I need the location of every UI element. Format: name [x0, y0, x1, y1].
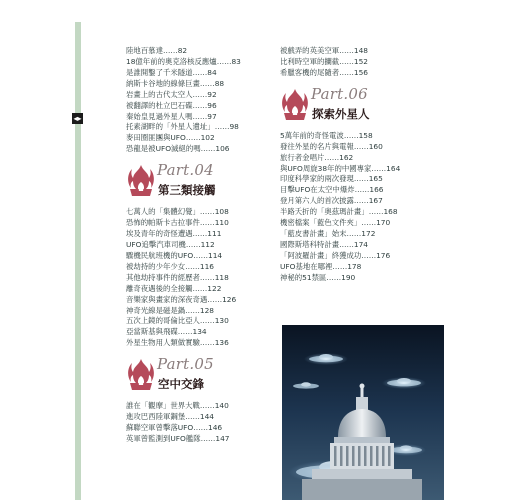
toc-entry[interactable]: 恐龍是被UFO滅絕的嗎……106: [126, 144, 230, 154]
toc-entry[interactable]: 發往外星的名片與電報……160: [280, 141, 383, 151]
page-gutter-mark: ◂▸: [73, 114, 82, 123]
toc-entry[interactable]: 音樂家與畫家的深夜奇遇……126: [126, 294, 237, 304]
part-05-heading: [126, 355, 276, 395]
toc-entry[interactable]: 誰在「觀摩」世界大戰……140: [126, 401, 229, 411]
toc-entry[interactable]: 機密檔案「藍色文件夾」……170: [280, 218, 391, 228]
toc-entry[interactable]: 岩畫上的古代太空人……92: [126, 89, 217, 99]
toc-entry[interactable]: 被戲弄的英美空軍……148: [280, 46, 369, 55]
flame-emblem-icon: [126, 163, 156, 197]
part-06-heading: [280, 85, 440, 125]
toc-entry[interactable]: 比利時空軍的攔截……152: [280, 56, 369, 66]
toc-entry[interactable]: 神秘的51禁區……190: [280, 272, 356, 282]
toc-entry[interactable]: UFO基地在哪裡……178: [280, 261, 362, 271]
toc-entry[interactable]: 希臘客機的尾隨者……156: [280, 67, 369, 77]
toc-entry[interactable]: 旅行者金唱片……162: [280, 152, 354, 162]
toc-entry[interactable]: 五次上鏡的哥倫比亞人……130: [126, 316, 229, 326]
toc-entry[interactable]: 是誰開鑿了千米隧道……84: [126, 67, 217, 77]
toc-entry[interactable]: 亞當斯基與飛碟……134: [126, 327, 207, 337]
toc-entry[interactable]: UFO追擊汽車司機……112: [126, 239, 215, 249]
toc-entry[interactable]: 埃及青年的奇怪遭遇……111: [126, 229, 222, 239]
toc-entry[interactable]: 與UFO周旋38年的中國專家……164: [280, 163, 401, 173]
toc-entry[interactable]: 「藍皮書計畫」始末……172: [280, 229, 376, 239]
toc-entry[interactable]: 秦始皇見過外星人嗎……97: [126, 111, 217, 121]
toc-entry[interactable]: 離奇夜遇後的全接觸……122: [126, 283, 222, 293]
part-number: Part.06: [311, 84, 368, 103]
toc-entry[interactable]: 托素湖畔的「外星人遺址」……98: [126, 122, 239, 132]
toc-entry[interactable]: 目擊UFO在太空中爆炸……166: [280, 185, 384, 195]
part-title: 空中交鋒: [158, 377, 204, 392]
toc-entry[interactable]: 陸地百慕達……82: [126, 46, 188, 55]
flame-emblem-icon: [280, 87, 310, 121]
toc-entry[interactable]: 被劫持的少年少女……116: [126, 261, 215, 271]
capitol-ufo-photo: [282, 325, 444, 500]
toc-entry[interactable]: 18億年前的奧克洛核反應爐……83: [126, 56, 241, 66]
toc-entry[interactable]: 七萬人的「集體幻覺」……108: [126, 207, 229, 217]
part-04-heading: [126, 161, 276, 201]
part-title: 探索外星人: [312, 106, 370, 121]
toc-left-column: [126, 46, 276, 445]
toc-entry[interactable]: 驟機民航班機的UFO……114: [126, 250, 223, 260]
capitol-ufo-illustration: [282, 325, 444, 500]
toc-entry[interactable]: 被翻譯的杜立巴石碟……96: [126, 100, 217, 110]
toc-right-column: [280, 46, 440, 284]
toc-entry[interactable]: 半路夭折的「奧茲瑪計畫」……168: [280, 207, 398, 217]
toc-entry[interactable]: 「阿波羅計畫」終獲成功……176: [280, 250, 391, 260]
part-number: Part.05: [157, 355, 214, 374]
toc-entry[interactable]: 麥田圈匪團與UFO……102: [126, 133, 215, 143]
flame-emblem-icon: [126, 357, 156, 391]
toc-entry[interactable]: 印度科學家的兩次發現……165: [280, 174, 383, 184]
toc-entry[interactable]: 登月第六人的首次披露……167: [280, 196, 383, 206]
toc-entry[interactable]: 5萬年前的奇怪電波……158: [280, 130, 373, 140]
page-gutter: [75, 22, 81, 500]
toc-entry[interactable]: 蘇聯空軍曾擊落UFO……146: [126, 423, 223, 433]
part-number: Part.04: [157, 161, 214, 180]
toc-entry[interactable]: 進攻巴西陸軍鋼堡……144: [126, 412, 215, 422]
toc-entry[interactable]: 其他劫持事件的經歷者……118: [126, 272, 229, 282]
toc-entry[interactable]: 神奇光線是磁是鍋……128: [126, 305, 215, 315]
part-title: 第三類接觸: [158, 183, 216, 198]
toc-entry[interactable]: 恐怖的帕斯卡古拉事件……110: [126, 218, 229, 228]
toc-entry[interactable]: 英軍曾監測到UFO艦隊……147: [126, 433, 230, 443]
toc-entry[interactable]: 外星生物用人類做實驗……136: [126, 338, 229, 348]
toc-entry[interactable]: 國際斯塔科特計畫……174: [280, 239, 369, 249]
toc-entry[interactable]: 納斯卡谷地的線條巨畫……88: [126, 78, 225, 88]
flying-saucer-icon: [304, 353, 348, 365]
